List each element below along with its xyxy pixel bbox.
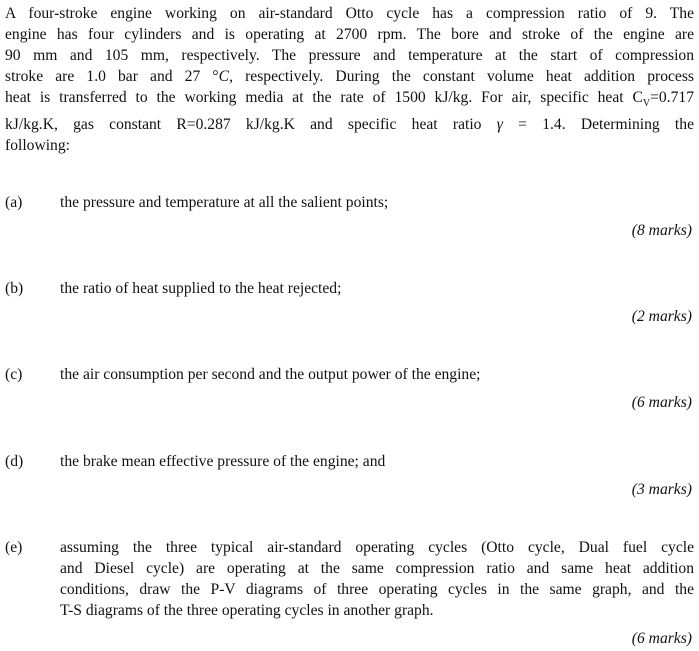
question-b-line-1: the ratio of heat supplied to the heat rejected; (60, 280, 342, 297)
question-a-line-1: the pressure and temperature at all the salient points; (60, 194, 389, 211)
celsius-symbol: C (218, 68, 230, 85)
question-e-marks: (6 marks) (631, 630, 692, 647)
intro-line-3: 90 mm and 105 mm, respectively. The pressure and temperature at the start of compression (5, 47, 694, 64)
question-b-label: (b) (5, 280, 24, 297)
intro-line-5-end: =0.717 (650, 89, 694, 106)
gamma-symbol: γ (496, 116, 503, 134)
cv-subscript: V (642, 98, 651, 110)
question-c-text (60, 364, 694, 385)
question-e-line-2: and Diesel cycle) are operating at the same compression ratio and same heat addition (60, 560, 694, 577)
intro-line-5 (5, 87, 694, 114)
intro-line-7: following: (5, 137, 70, 155)
intro-line-6-part-a: kJ/kg.K, gas constant R=0.287 kJ/kg.K and specific heat ratio (5, 116, 482, 134)
question-c-marks: (6 marks) (631, 394, 692, 411)
question-c-label: (c) (5, 366, 23, 383)
intro-line-4-part-a: stroke are 1.0 bar and 27 ° (5, 68, 219, 85)
intro-line-4-part-c: , respectively. During the constant volume heat addition process (229, 68, 694, 85)
question-b-text (60, 278, 694, 299)
problem-statement (5, 3, 694, 156)
intro-line-2: engine has four cylinders and is operating at 2700 rpm. The bore and stroke of the engine are (5, 26, 694, 43)
question-d-label: (d) (5, 453, 24, 470)
question-d-text (60, 451, 694, 472)
question-c-line-1: the air consumption per second and the output power of the engine; (60, 366, 481, 383)
question-d-line-1: the brake mean effective pressure of the engine; and (60, 453, 386, 470)
question-e-line-3: conditions, draw the P-V diagrams of three operating cycles in the same graph, and the (60, 581, 694, 598)
question-b-marks: (2 marks) (631, 308, 692, 325)
intro-line-6 (5, 114, 694, 135)
question-a-text (60, 192, 694, 213)
question-a-label: (a) (5, 194, 23, 211)
question-e-line-4: T-S diagrams of the three operating cycles in another graph. (60, 602, 434, 619)
question-e-text (60, 537, 694, 621)
intro-line-1: A four-stroke engine working on air-standard Otto cycle has a compression ratio of 9. The (5, 5, 694, 22)
intro-line-4 (5, 66, 694, 87)
intro-line-5-text: heat is transferred to the working media at the rate of 1500 kJ/kg. For air, specific heat C (5, 89, 643, 106)
question-d-marks: (3 marks) (631, 481, 692, 498)
question-a-marks: (8 marks) (631, 222, 692, 239)
question-e-label: (e) (5, 539, 23, 556)
intro-line-6-part-b: = 1.4. Determining the (518, 116, 694, 134)
question-e-line-1: assuming the three typical air-standard operating cycles (Otto cycle, Dual fuel cycle (60, 539, 694, 556)
